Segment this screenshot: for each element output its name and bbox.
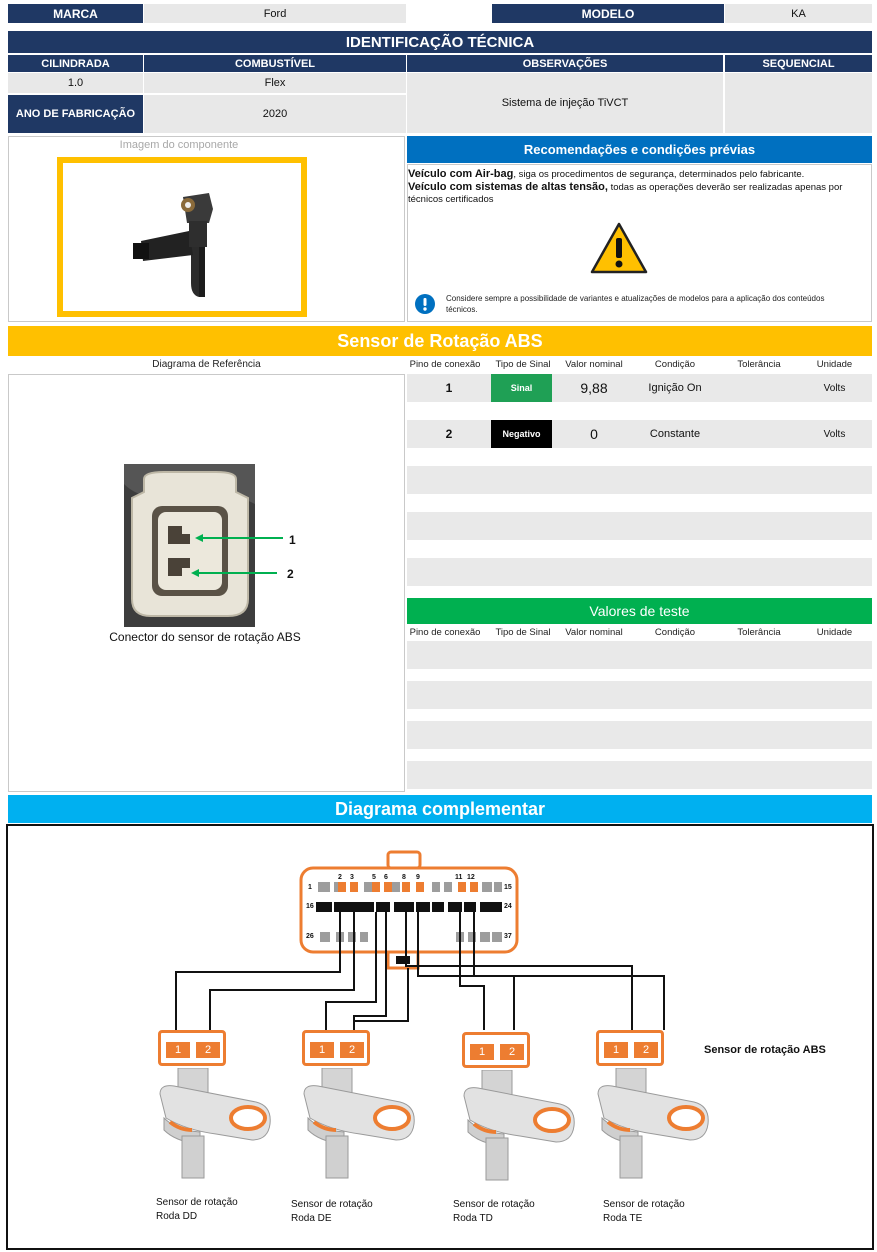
info-icon — [414, 293, 436, 315]
unit-value: Volts — [823, 428, 846, 440]
sensor-legend: Sensor de rotação ABS — [704, 1044, 826, 1056]
pin-callout-lines — [189, 525, 299, 585]
empty-row — [407, 466, 872, 494]
col-pin: Pino de conexão — [409, 359, 481, 370]
nominal-value: 9,88 — [580, 380, 608, 396]
sensor-caption-line: Sensor de rotação — [156, 1197, 238, 1208]
empty-row — [407, 558, 872, 586]
complementary-title: Diagrama complementar — [8, 795, 872, 823]
diagram-panel — [8, 374, 405, 792]
col-nominal: Valor nominal — [565, 359, 623, 370]
test-col-condition: Condição — [654, 627, 696, 638]
sensor-dd — [156, 1030, 276, 1180]
ecu-pin-6: 6 — [384, 874, 388, 881]
combustivel-value: Flex — [144, 73, 406, 93]
cilindrada-label: CILINDRADA — [8, 55, 143, 72]
sensor-caption-wheel: Roda DE — [291, 1213, 332, 1224]
sensor-te — [594, 1030, 714, 1180]
marca-label: MARCA — [8, 4, 143, 23]
high-voltage-text: todas as operações deverão ser realizadas apenas por técnicos certificados — [408, 182, 843, 205]
sensor-pin-2: 2 — [634, 1042, 658, 1058]
test-col-unit: Unidade — [816, 627, 853, 638]
sensor-caption-de — [291, 1198, 373, 1226]
high-voltage-bold: Veículo com sistemas de altas tensão, — [408, 181, 608, 193]
ano-value: 2020 — [144, 95, 406, 133]
recommendations-title: Recomendações e condições prévias — [407, 136, 872, 163]
pin-callout-1: 1 — [289, 533, 296, 547]
recommendation-airbag — [408, 168, 868, 181]
table-row — [407, 420, 872, 448]
recommendations-body — [407, 164, 872, 322]
sensor-caption-wheel: Roda TE — [603, 1213, 643, 1224]
ecu-pin-11: 11 — [455, 874, 463, 881]
sensor-pin-2: 2 — [196, 1042, 220, 1058]
unit-value: Volts — [823, 382, 846, 394]
tolerance-value — [721, 420, 797, 448]
abs-sensor-icon — [300, 1068, 420, 1180]
sensor-pin-1: 1 — [310, 1042, 334, 1058]
sensor-caption-td — [453, 1198, 535, 1226]
modelo-value: KA — [725, 4, 872, 23]
observacoes-value: Sistema de injeção TiVCT — [407, 73, 723, 133]
ecu-pin-16: 16 — [306, 903, 314, 910]
sensor-td — [460, 1032, 580, 1182]
airbag-text: , siga os procedimentos de segurança, determinados pelo fabricante. — [513, 169, 805, 180]
sensor-caption-line: Sensor de rotação — [291, 1199, 373, 1210]
pin-number: 2 — [445, 427, 453, 441]
sensor-caption-line: Sensor de rotação — [453, 1199, 535, 1210]
sensor-caption-wheel: Roda TD — [453, 1213, 493, 1224]
wiring-diagram — [8, 826, 872, 1248]
airbag-bold: Veículo com Air-bag — [408, 168, 514, 180]
pin-number: 1 — [445, 381, 453, 395]
warning-icon — [589, 221, 649, 275]
ano-label: ANO DE FABRICAÇÃO — [8, 95, 143, 133]
modelo-label: MODELO — [492, 4, 724, 23]
condition-value: Constante — [649, 428, 701, 440]
sequencial-value — [725, 73, 872, 133]
empty-row — [407, 761, 872, 789]
sensor-de — [300, 1030, 420, 1180]
sensor-pin-1: 1 — [166, 1042, 190, 1058]
test-col-pin: Pino de conexão — [409, 627, 481, 638]
ident-title: IDENTIFICAÇÃO TÉCNICA — [8, 31, 872, 53]
ecu-pin-9: 9 — [416, 874, 420, 881]
signal-badge: Negativo — [491, 420, 552, 448]
test-col-signal: Tipo de Sinal — [495, 627, 551, 638]
main-table-body — [407, 374, 872, 596]
tolerance-value — [721, 374, 797, 402]
ecu-pin-8: 8 — [402, 874, 406, 881]
component-frame — [57, 157, 307, 317]
ecu-pin-15: 15 — [504, 884, 512, 891]
section-title: Sensor de Rotação ABS — [8, 326, 872, 356]
empty-row — [407, 641, 872, 669]
sensor-caption-dd — [156, 1196, 238, 1224]
col-tolerance: Tolerância — [737, 359, 781, 370]
sensor-caption-wheel: Roda DD — [156, 1211, 198, 1222]
col-condition: Condição — [654, 359, 696, 370]
recommendation-high-voltage — [408, 181, 868, 206]
ecu-pin-24: 24 — [504, 903, 512, 910]
marca-value: Ford — [144, 4, 406, 23]
test-col-tolerance: Tolerância — [737, 627, 781, 638]
component-panel — [8, 136, 405, 322]
empty-row — [407, 721, 872, 749]
ecu-pin-2: 2 — [338, 874, 342, 881]
sensor-caption-te — [603, 1198, 685, 1226]
ecu-pin-37: 37 — [504, 933, 512, 940]
ecu-pin-5: 5 — [372, 874, 376, 881]
empty-row — [407, 681, 872, 709]
main-table-header — [407, 357, 872, 372]
ecu-pin-1: 1 — [308, 884, 312, 891]
sensor-pin-1: 1 — [604, 1042, 628, 1058]
sequencial-label: SEQUENCIAL — [725, 55, 872, 72]
abs-sensor-icon — [156, 1068, 276, 1180]
abs-sensor-photo — [63, 163, 301, 311]
pin-callout-2: 2 — [287, 567, 294, 581]
nominal-value: 0 — [590, 426, 598, 442]
sensor-pin-2: 2 — [340, 1042, 364, 1058]
abs-sensor-icon — [594, 1068, 714, 1180]
test-table-body — [407, 641, 872, 792]
test-col-nominal: Valor nominal — [565, 627, 623, 638]
table-row — [407, 374, 872, 402]
observacoes-label: OBSERVAÇÕES — [407, 55, 723, 72]
test-table-header — [407, 625, 872, 640]
ecu-pin-26: 26 — [306, 933, 314, 940]
cilindrada-value: 1.0 — [8, 73, 143, 93]
condition-value: Ignição On — [648, 382, 702, 394]
col-signal: Tipo de Sinal — [495, 359, 551, 370]
col-unit: Unidade — [816, 359, 853, 370]
test-values-title: Valores de teste — [407, 598, 872, 624]
ecu-pin-3: 3 — [350, 874, 354, 881]
connector-caption: Conector do sensor de rotação ABS — [109, 630, 301, 644]
empty-row — [407, 512, 872, 540]
sensor-pin-1: 1 — [470, 1044, 494, 1060]
component-caption: Imagem do componente — [119, 139, 239, 151]
complementary-panel — [6, 824, 874, 1250]
combustivel-label: COMBUSTÍVEL — [144, 55, 406, 72]
signal-badge: Sinal — [491, 374, 552, 402]
info-note: Considere sempre a possibilidade de variantes e atualizações de modelos para a aplicação dos conteúdos técnicos. — [446, 294, 825, 314]
sensor-pin-2: 2 — [500, 1044, 524, 1060]
diagram-ref-label: Diagrama de Referência — [152, 359, 261, 370]
abs-sensor-icon — [460, 1070, 580, 1182]
sensor-caption-line: Sensor de rotação — [603, 1199, 685, 1210]
ecu-pin-12: 12 — [467, 874, 475, 881]
